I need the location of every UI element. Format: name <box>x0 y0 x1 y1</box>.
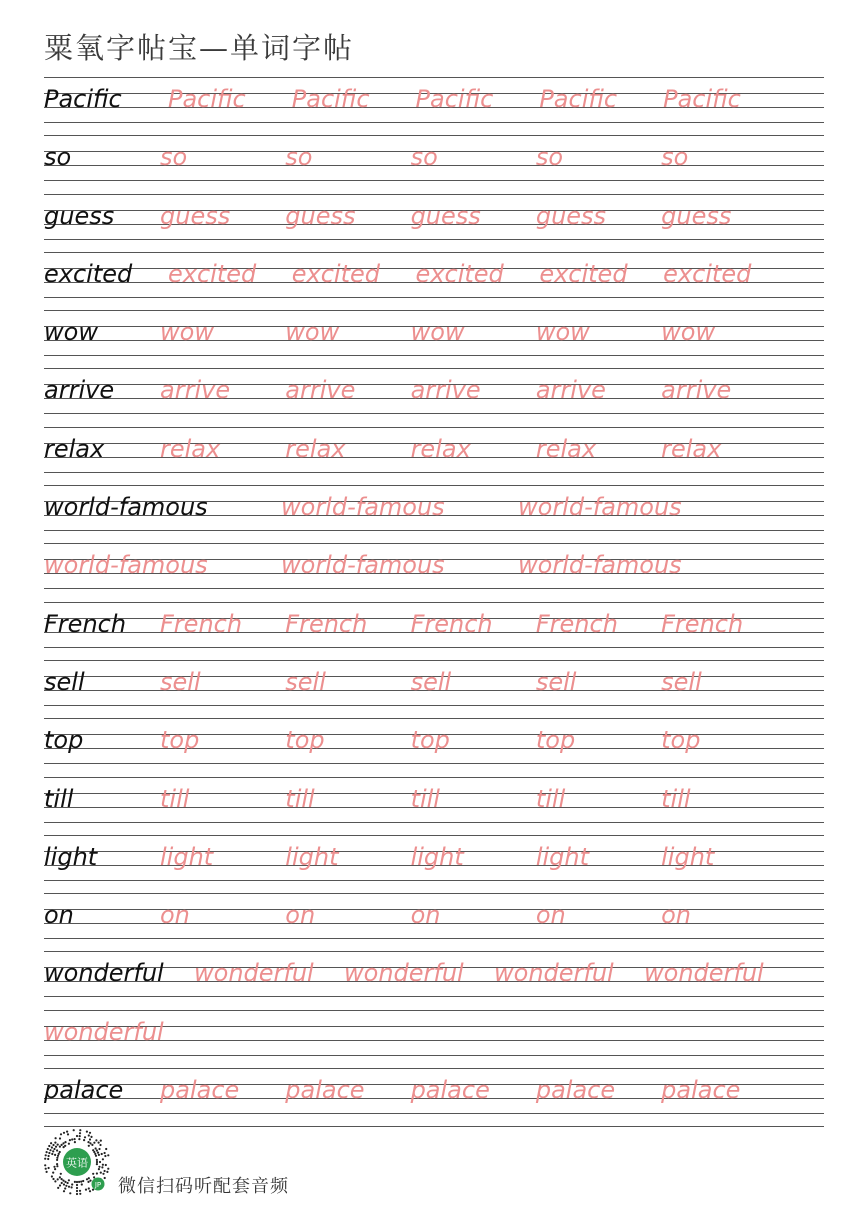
ruling-line <box>44 252 824 253</box>
trace-word: wow <box>661 318 716 347</box>
model-word: top <box>44 726 84 755</box>
trace-word: wonderful <box>344 959 464 988</box>
trace-word: so <box>285 143 313 172</box>
ruling-line <box>44 413 824 414</box>
trace-word: wow <box>535 318 590 347</box>
trace-word: on <box>160 901 190 930</box>
practice-row <box>44 368 824 426</box>
practice-row <box>44 194 824 252</box>
trace-word: guess <box>285 201 356 230</box>
trace-word: wonderful <box>644 959 764 988</box>
trace-word: top <box>410 726 450 755</box>
trace-word: French <box>661 609 744 638</box>
trace-word: till <box>661 784 691 813</box>
trace-word: top <box>285 726 325 755</box>
ruling-line <box>44 777 824 778</box>
trace-word: Pacific <box>291 85 370 113</box>
trace-word: palace <box>285 1076 365 1105</box>
trace-word: arrive <box>410 376 481 405</box>
ruling-line <box>44 1113 824 1114</box>
model-word: wow <box>44 318 98 347</box>
ruling-line <box>44 180 824 181</box>
ruling-line <box>44 893 824 894</box>
ruling-line <box>44 472 824 473</box>
trace-word: excited <box>415 259 504 288</box>
trace-word: guess <box>535 201 607 230</box>
ruling-line <box>44 835 824 836</box>
trace-word: on <box>535 901 566 930</box>
trace-word: light <box>285 842 339 871</box>
trace-word: guess <box>661 201 732 230</box>
model-word: till <box>44 784 74 813</box>
ruling-line <box>44 543 824 544</box>
practice-row <box>44 1010 824 1068</box>
trace-word: palace <box>661 1076 741 1105</box>
model-word: on <box>44 901 74 930</box>
trace-word: French <box>410 609 493 638</box>
ruling-line <box>44 588 824 589</box>
trace-word: relax <box>535 434 597 463</box>
model-word: sell <box>44 667 85 696</box>
trace-word: till <box>535 784 566 813</box>
trace-word: top <box>535 726 576 755</box>
ruling-line <box>44 77 824 78</box>
trace-word: excited <box>663 259 752 288</box>
model-word: arrive <box>44 376 115 405</box>
ruling-line <box>44 368 824 369</box>
trace-word: wow <box>410 318 465 347</box>
trace-word: arrive <box>285 376 356 405</box>
practice-row <box>44 310 824 368</box>
model-word: so <box>44 143 72 172</box>
trace-word: on <box>410 901 441 930</box>
ruling-line <box>44 1055 824 1056</box>
trace-word: French <box>285 609 368 638</box>
trace-word: palace <box>535 1076 616 1105</box>
model-word: excited <box>44 259 133 288</box>
ruling-line <box>44 355 824 356</box>
trace-word: French <box>160 609 243 638</box>
trace-word: world-famous <box>44 551 208 580</box>
model-word: world-famous <box>44 493 208 522</box>
trace-word: Pacific <box>168 85 246 113</box>
trace-word: wonderful <box>44 1017 164 1046</box>
ruling-line <box>44 135 824 136</box>
model-word: Pacific <box>44 85 122 113</box>
ruling-line <box>44 239 824 240</box>
ruling-line <box>44 530 824 531</box>
practice-row <box>44 602 824 660</box>
trace-word: relax <box>160 434 221 463</box>
qr-code-icon[interactable] <box>42 1128 112 1198</box>
trace-word: top <box>661 726 701 755</box>
ruling-line <box>44 647 824 648</box>
ruling-line <box>44 938 824 939</box>
trace-word: light <box>160 842 214 871</box>
trace-word: light <box>410 842 464 871</box>
trace-word: sell <box>661 667 702 696</box>
trace-word: wonderful <box>494 959 614 988</box>
ruling-line <box>44 660 824 661</box>
ruling-line <box>44 1068 824 1069</box>
practice-sheet <box>44 77 824 1127</box>
trace-word: Pacific <box>539 85 618 113</box>
trace-word: till <box>410 784 440 813</box>
practice-row <box>44 777 824 835</box>
trace-word: relax <box>285 434 346 463</box>
footer <box>42 1128 342 1198</box>
model-word: wonderful <box>44 959 164 988</box>
trace-word: wow <box>285 318 340 347</box>
trace-word: arrive <box>160 376 231 405</box>
trace-word: so <box>661 143 689 172</box>
trace-word: guess <box>160 201 231 230</box>
practice-row <box>44 718 824 776</box>
trace-word: sell <box>160 667 201 696</box>
practice-row <box>44 1068 824 1126</box>
ruling-line <box>44 880 824 881</box>
ruling-line <box>44 1010 824 1011</box>
ruling-line <box>44 602 824 603</box>
trace-word: Pacific <box>663 85 741 113</box>
model-word: relax <box>44 434 105 463</box>
qr-badge-label: 英语 <box>66 1156 88 1170</box>
ruling-line <box>44 718 824 719</box>
trace-word: arrive <box>535 376 606 405</box>
practice-row <box>44 835 824 893</box>
practice-row <box>44 135 824 193</box>
trace-word: top <box>160 726 200 755</box>
trace-word: so <box>160 143 188 172</box>
ruling-line <box>44 485 824 486</box>
practice-row <box>44 951 824 1009</box>
ruling-line <box>44 297 824 298</box>
trace-word: world-famous <box>281 493 445 522</box>
trace-word: till <box>285 784 315 813</box>
practice-row <box>44 427 824 485</box>
trace-word: excited <box>539 259 628 288</box>
trace-word: arrive <box>661 376 732 405</box>
trace-word: world-famous <box>281 551 445 580</box>
ruling-line <box>44 427 824 428</box>
practice-row <box>44 252 824 310</box>
model-word: light <box>44 842 98 871</box>
trace-word: sell <box>410 667 452 696</box>
model-word: palace <box>44 1076 124 1105</box>
trace-word: palace <box>410 1076 490 1105</box>
trace-word: relax <box>410 434 471 463</box>
trace-word: Pacific <box>415 85 494 113</box>
practice-row <box>44 660 824 718</box>
trace-word: light <box>661 842 715 871</box>
ruling-line <box>44 705 824 706</box>
trace-word: till <box>160 784 190 813</box>
trace-word: world-famous <box>518 551 682 580</box>
ruling-line <box>44 996 824 997</box>
trace-word: wow <box>160 318 214 347</box>
practice-row <box>44 485 824 543</box>
ruling-line <box>44 822 824 823</box>
trace-word: excited <box>168 259 257 288</box>
practice-row <box>44 77 824 135</box>
trace-word: light <box>535 842 590 871</box>
ruling-line <box>44 763 824 764</box>
trace-word: so <box>535 143 564 172</box>
audio-hint-text: 微信扫码听配套音频 <box>118 1176 289 1197</box>
model-word: guess <box>44 201 115 230</box>
trace-word: world-famous <box>518 493 682 522</box>
qr-sub-label: JP <box>94 1181 102 1189</box>
trace-word: relax <box>661 434 722 463</box>
trace-word: on <box>661 901 692 930</box>
trace-word: guess <box>410 201 481 230</box>
trace-word: excited <box>291 259 381 288</box>
model-word: French <box>44 609 127 638</box>
trace-word: sell <box>285 667 326 696</box>
trace-word: on <box>285 901 316 930</box>
ruling-line <box>44 951 824 952</box>
ruling-line <box>44 122 824 123</box>
trace-word: wonderful <box>194 959 314 988</box>
practice-row <box>44 893 824 951</box>
ruling-line <box>44 194 824 195</box>
trace-word: so <box>410 143 438 172</box>
trace-word: French <box>535 609 618 638</box>
trace-word: sell <box>535 667 577 696</box>
page-title: 粟氧字帖宝—单词字帖 <box>44 31 355 65</box>
practice-row <box>44 543 824 601</box>
ruling-line <box>44 310 824 311</box>
trace-word: palace <box>160 1076 240 1105</box>
